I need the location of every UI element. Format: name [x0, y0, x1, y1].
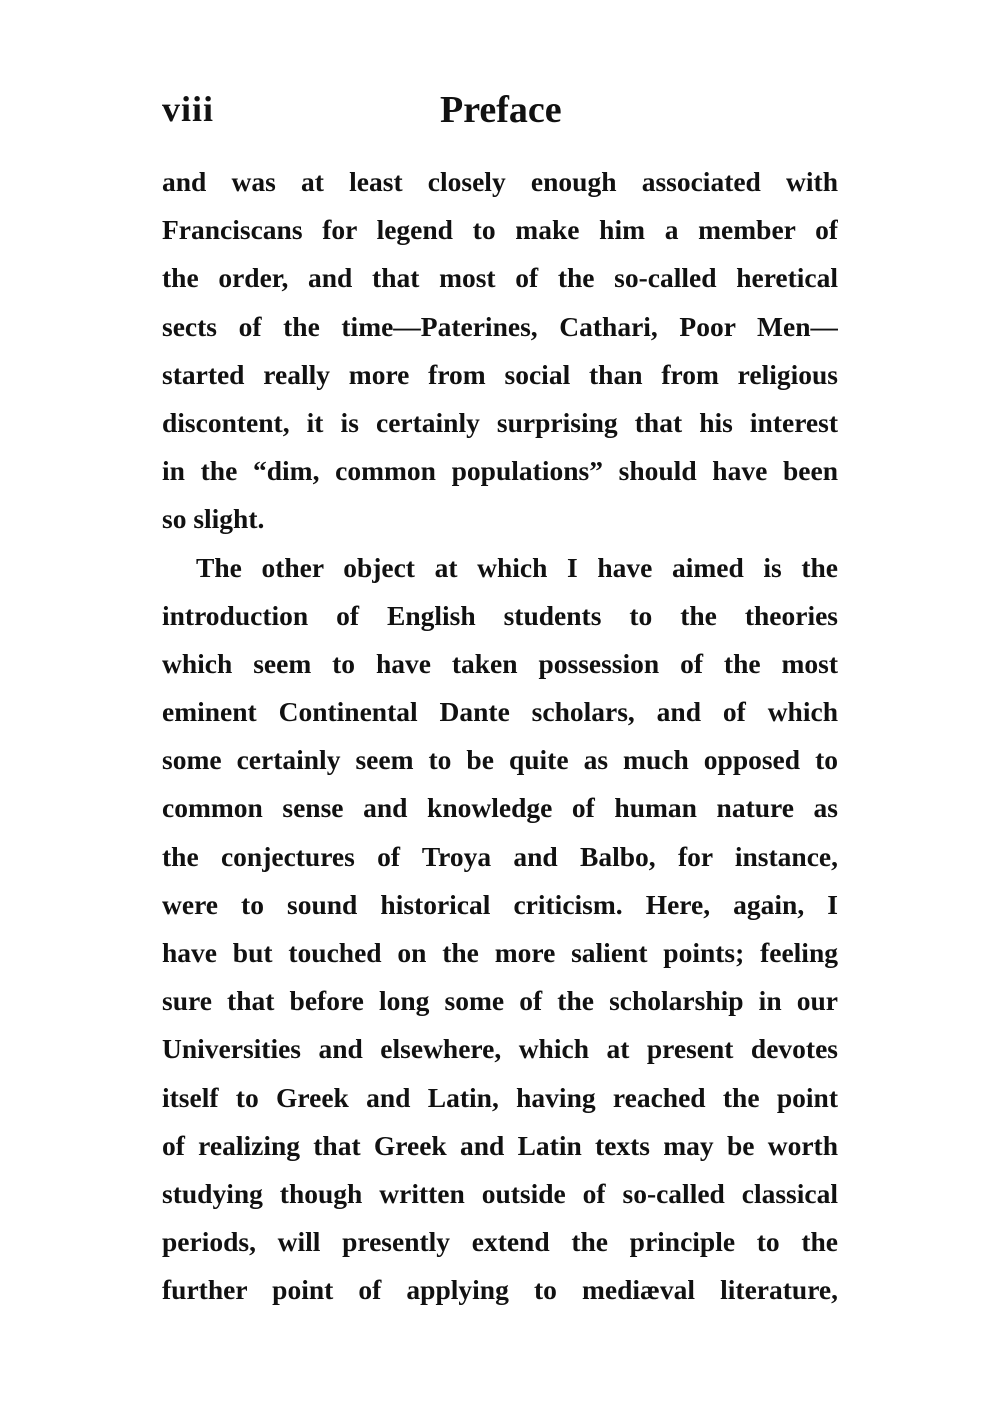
text-line: of realizing that Greek and Latin texts may be worth — [162, 1129, 838, 1161]
text-line: Franciscans for legend to make him a member of — [162, 214, 838, 246]
text-line: in the “dim, common populations” should have been — [162, 455, 838, 487]
text-line: so slight. — [162, 503, 265, 535]
text-line: the conjectures of Troya and Balbo, for instance, — [162, 840, 838, 872]
text-line: sure that before long some of the scholarship in our — [162, 985, 838, 1017]
text-line: started really more from social than from religious — [162, 358, 838, 390]
text-line: some certainly seem to be quite as much opposed to — [162, 744, 838, 776]
text-line: discontent, it is certainly surprising that his interest — [162, 406, 838, 438]
text-line: the order, and that most of the so-called heretical — [162, 262, 838, 294]
text-line: introduction of English students to the theories — [162, 599, 838, 631]
text-line: periods, will presently extend the principle to the — [162, 1226, 838, 1258]
page-number: viii — [162, 89, 215, 129]
text-line: itself to Greek and Latin, having reached the point — [162, 1081, 838, 1113]
text-line: Universities and elsewhere, which at present devotes — [162, 1033, 838, 1065]
text-line: which seem to have taken possession of the most — [162, 647, 838, 679]
running-title: Preface — [440, 89, 562, 131]
paragraph-1 — [162, 158, 838, 544]
text-line: and was at least closely enough associated with — [162, 166, 838, 197]
text-line: have but touched on the more salient points; feeling — [162, 937, 838, 968]
paragraph-2 — [162, 544, 838, 1315]
text-line: eminent Continental Dante scholars, and of which — [162, 696, 838, 728]
text-line: The other object at which I have aimed is the — [196, 551, 838, 583]
text-line: sects of the time—Paterines, Cathari, Poor Men— — [162, 310, 838, 342]
text-line: common sense and knowledge of human nature as — [162, 792, 838, 824]
body-text — [162, 158, 838, 1315]
text-line: studying though written outside of so-called classical — [162, 1177, 838, 1209]
text-line: further point of applying to mediæval literature, — [162, 1274, 838, 1306]
text-line: were to sound historical criticism. Here, again, I — [162, 888, 838, 920]
page-header — [162, 88, 838, 148]
